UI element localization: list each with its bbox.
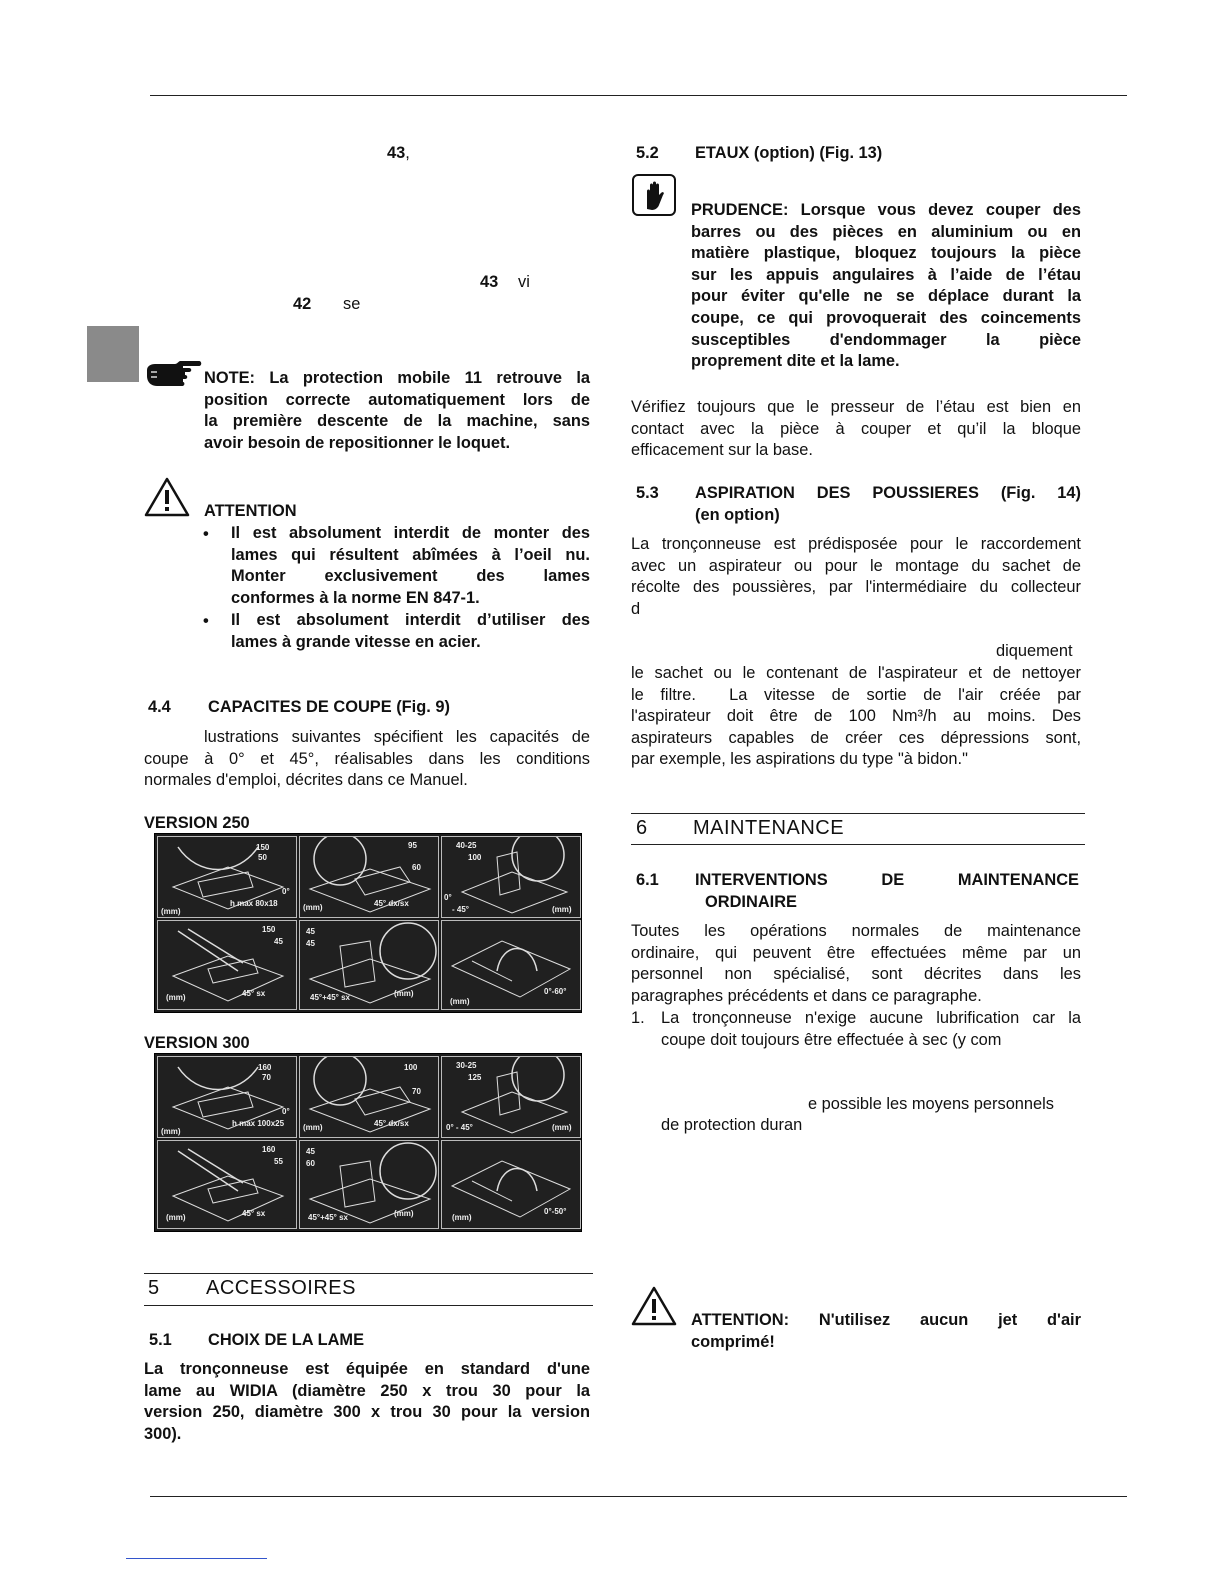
side-tab: [87, 326, 139, 382]
version-250-figure: [154, 833, 582, 1013]
fragment-43-b: 43: [480, 273, 499, 291]
section-5-1-number: 5.1: [149, 1331, 172, 1349]
attention-bullet-2: Il est absolument interdit d’utiliser des lames à grande vitesse en acier.: [231, 611, 590, 651]
fragment-diquement: diquement: [996, 642, 1073, 660]
v300-cell-1: 160 70 0° h max 100x25 (mm): [157, 1056, 297, 1138]
version-300-title: VERSION 300: [144, 1034, 250, 1052]
section-5-number: 5: [148, 1277, 160, 1299]
header-rule: [150, 95, 1127, 96]
attention-2-block: ATTENTION: N'utilisez aucun jet d'air comprimé!: [691, 1311, 1081, 1351]
prudence-block: PRUDENCE: Lorsque vous devez couper des barres ou des pièces en aluminium ou en matière plastique, bloquez toujours la pièce sur les appuis angulaires à l’aide de l’étau pour éviter qu'elle ne se déplace durant la coupe, ce qui provoquerait des coincements susceptibles d'endommager la pièce proprement dite et la lame.: [691, 201, 1081, 371]
attention-bullet-1-dot: •: [203, 525, 209, 543]
v250-cell-6: (mm) 0°-60°: [441, 920, 581, 1010]
v250-cell-4: 150 45 45° sx (mm): [157, 920, 297, 1010]
v250-cell-5: 45 45 45°+45° sx (mm): [299, 920, 439, 1010]
section-5-3-number: 5.3: [636, 484, 659, 502]
fragment-42: 42: [293, 295, 312, 313]
section-6-1-number: 6.1: [636, 871, 659, 889]
section-4-4-title: CAPACITES DE COUPE (Fig. 9): [208, 698, 450, 716]
section-5-1-title: CHOIX DE LA LAME: [208, 1331, 365, 1349]
list-item-1-text: La tronçonneuse n'exige aucune lubrification car la coupe doit toujours être effectuée à sec (y com: [661, 1009, 1081, 1049]
v250-cell-1: 150 50 0° h max 80x18 (mm): [157, 836, 297, 918]
section-5-3-title: ASPIRATION DES POUSSIERES (Fig. 14): [695, 484, 1081, 502]
warning-triangle-icon-2: [631, 1285, 677, 1327]
fragment-vi: vi: [518, 273, 530, 291]
section-5-1-text: La tronçonneuse est équipée en standard d'une lame au WIDIA (diamètre 250 x trou 30 pour la version 250, diamètre 300 x trou 30 pour la version 300).: [144, 1360, 590, 1443]
version-250-title: VERSION 250: [144, 814, 250, 832]
section-6-rule-bottom: [631, 844, 1085, 845]
attention-title: ATTENTION: [204, 502, 297, 520]
section-6-1-text: Toutes les opérations normales de maintenance ordinaire, qui peuvent être effectuées même par un personnel non spécialisé, sont décrites dans les paragraphes précédents et dans ce paragraphe.: [631, 922, 1081, 1005]
section-6-title: MAINTENANCE: [693, 817, 845, 839]
section-5-3-text-a: La tronçonneuse est prédisposée pour le raccordement avec un aspirateur ou pour le montage du sachet de récolte des poussières, par l'intermédiaire du collecteur d: [631, 535, 1081, 618]
section-5-rule-top: [144, 1273, 593, 1274]
v300-cell-4: 160 55 45° sx (mm): [157, 1140, 297, 1229]
section-6-rule-top: [631, 813, 1085, 814]
v250-cell-2: 95 60 45° dx/sx (mm): [299, 836, 439, 918]
v300-cell-6: (mm) 0°-50°: [441, 1140, 581, 1229]
warning-triangle-icon: [144, 476, 190, 518]
version-300-figure: [154, 1053, 582, 1232]
attention-bullet-2-dot: •: [203, 612, 209, 630]
section-6-number: 6: [636, 817, 648, 839]
fragment-43-a: 43,: [387, 144, 410, 162]
footer-link-underline: [126, 1558, 267, 1559]
note-block: NOTE: La protection mobile 11 retrouve la position correcte automatiquement lors de la première descente de la machine, sans avoir besoin de repositionner le loquet.: [204, 369, 590, 452]
stop-hand-icon: [631, 173, 677, 217]
pointing-hand-icon: [145, 358, 203, 388]
section-5-2-title: ETAUX (option) (Fig. 13): [695, 144, 883, 162]
list-item-1-number: 1.: [631, 1009, 645, 1027]
v300-cell-2: 100 70 45° dx/sx (mm): [299, 1056, 439, 1138]
attention-bullet-1: Il est absolument interdit de monter des lames qui résultent abîmées à l’oeil nu. Monter exclusivement des lames conformes à la norme EN 847-1.: [231, 524, 590, 607]
section-6-1-title: INTERVENTIONS DE MAINTENANCE: [695, 871, 1079, 889]
section-5-title: ACCESSOIRES: [206, 1277, 356, 1299]
section-4-4-text: lustrations suivantes spécifient les capacités de coupe à 0° et 45°, réalisables dans les conditions normales d'emploi, décrites dans ce Manuel.: [144, 728, 590, 790]
section-5-3-subtitle: (en option): [695, 506, 780, 524]
section-6-1-subtitle: ORDINAIRE: [705, 893, 797, 911]
fragment-protection-means: e possible les moyens personnels: [808, 1095, 1054, 1113]
verify-paragraph: Vérifiez toujours que le presseur de l’étau est bien en contact avec la pièce à couper et qu’il la bloque efficacement sur la base.: [631, 398, 1081, 460]
v250-cell-3: 40-25 100 0° - 45° (mm): [441, 836, 581, 918]
footer-rule: [150, 1496, 1127, 1497]
v300-cell-3: 30-25 125 0° - 45° (mm): [441, 1056, 581, 1138]
section-5-rule-bottom: [144, 1305, 593, 1306]
section-5-2-number: 5.2: [636, 144, 659, 162]
fragment-protection-during: de protection duran: [661, 1116, 803, 1134]
fragment-se: se: [343, 295, 361, 313]
section-4-4-number: 4.4: [148, 698, 171, 716]
v300-cell-5: 45 60 45°+45° sx (mm): [299, 1140, 439, 1229]
section-5-3-text-b: le sachet ou le contenant de l'aspirateur et de nettoyer le filtre. La vitesse de sortie de l'air créée par l'aspirateur doit être de 100 Nm³/h au moins. Des aspirateurs capables de créer ces dépressions sont, par exemple, les aspirations du type "à bidon.": [631, 664, 1081, 769]
